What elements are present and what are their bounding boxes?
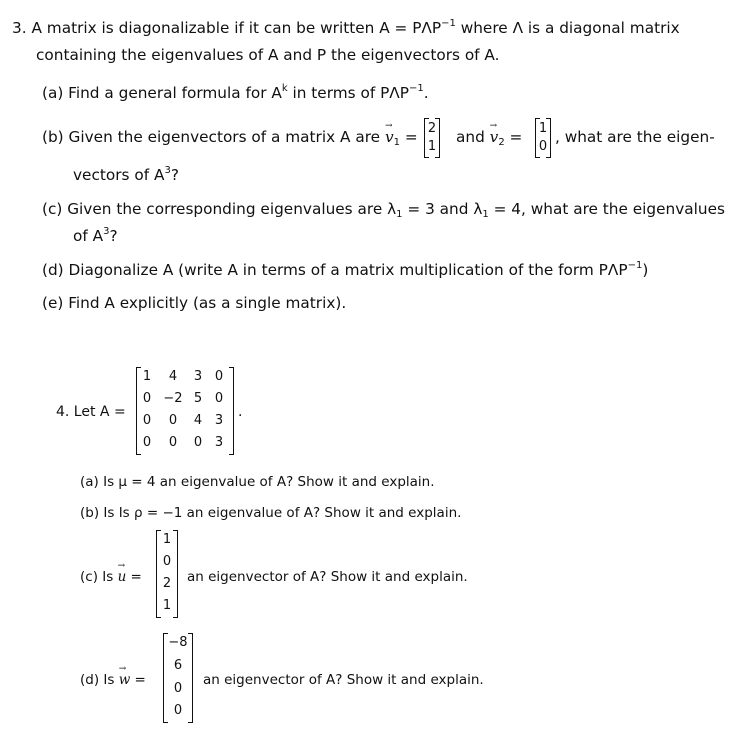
v2-entry: 1 <box>538 121 548 136</box>
matrix-cell: 5 <box>193 391 203 406</box>
inv-sup: −1 <box>408 82 424 94</box>
v2-matrix <box>535 118 551 158</box>
u-symbol: → u <box>118 569 127 586</box>
matrix-cell: 0 <box>214 391 224 406</box>
q4c-lead-text: (c) Is <box>80 569 118 585</box>
v1-entry: 2 <box>427 121 437 136</box>
q3c-line1 <box>42 199 725 222</box>
matrix-period: . <box>238 404 243 420</box>
q4c-tail: an eigenvector of A? Show it and explain. <box>187 569 468 585</box>
q4c-lead <box>80 569 142 586</box>
w-eq: = <box>130 672 146 688</box>
q4b: (b) Is Is ρ = −1 an eigenvalue of A? Show it and explain. <box>80 505 462 521</box>
q4d-lead <box>80 672 146 689</box>
u-eq: = <box>126 569 142 585</box>
q-mark: ? <box>109 227 118 245</box>
w-entry: 0 <box>173 681 183 696</box>
u-entry: 2 <box>162 576 172 591</box>
q3-intro-line2: containing the eigenvalues of A and P the eigenvectors of A. <box>36 46 500 64</box>
u-entry: 1 <box>162 532 172 547</box>
v2-entry: 0 <box>538 139 548 154</box>
matrix-cell: 3 <box>214 413 224 428</box>
v2-eq: = <box>504 128 523 146</box>
q3c-mid: = 3 and λ <box>402 200 483 218</box>
w-entry: −8 <box>168 635 188 650</box>
w-entry: 6 <box>173 658 183 673</box>
q3b-line2 <box>73 165 179 185</box>
q3-number: 3. <box>12 19 27 37</box>
v2-sub: 2 <box>498 137 505 148</box>
q3b-line2-text: vectors of A <box>73 166 165 184</box>
q3-intro-a: A matrix is diagonalizable if it can be written <box>31 19 380 37</box>
q3a-tail: in terms of PΛP <box>287 84 409 102</box>
w-entry: 0 <box>173 703 183 718</box>
matrix-cell: 4 <box>193 413 203 428</box>
q-mark: ? <box>170 166 179 184</box>
inv-sup: −1 <box>441 17 456 29</box>
q3c-line2-text: of A <box>73 227 104 245</box>
q3d-paren: ) <box>642 261 649 279</box>
cube-sup: 3 <box>164 164 171 176</box>
w-vector <box>163 633 193 723</box>
matrix-cell: 4 <box>168 369 178 384</box>
q3d <box>42 260 648 280</box>
v2-symbol: → v <box>490 127 499 147</box>
w-symbol: → w <box>119 672 131 689</box>
q3b-lead <box>42 127 418 150</box>
q4d-tail: an eigenvector of A? Show it and explain. <box>203 672 484 688</box>
q3-intro-eq: A = PΛP <box>379 19 442 37</box>
lambda-sub: 1 <box>396 209 403 220</box>
q4-lead: 4. Let A = <box>56 404 126 420</box>
matrix-cell: 0 <box>168 413 178 428</box>
matrix-cell: 0 <box>214 369 224 384</box>
q3c-end: = 4, what are the eigenvalues <box>488 200 726 218</box>
q3-intro-b: where Λ is a diagonal matrix <box>455 19 680 37</box>
u-entry: 1 <box>162 598 172 613</box>
matrix-A <box>136 367 234 455</box>
matrix-cell: 0 <box>142 435 152 450</box>
matrix-cell: 0 <box>168 435 178 450</box>
q4d-lead-text: (d) Is <box>80 672 119 688</box>
q4a: (a) Is μ = 4 an eigenvalue of A? Show it and explain. <box>80 474 435 490</box>
lambda-sub: 1 <box>482 209 489 220</box>
v1-sub: 1 <box>393 137 400 148</box>
q3b-tail: , what are the eigen- <box>555 128 715 146</box>
u-vector <box>156 530 178 618</box>
q3b-lead-text: (b) Given the eigenvectors of a matrix A are <box>42 128 385 146</box>
v1-symbol: → v <box>385 127 394 147</box>
v1-matrix <box>424 118 440 158</box>
q3-line1 <box>12 18 680 38</box>
q3c-line2 <box>73 226 118 246</box>
k-sup: k <box>281 82 288 94</box>
q3a-text: (a) Find a general formula for A <box>42 84 282 102</box>
cube-sup: 3 <box>103 225 110 237</box>
matrix-cell: 0 <box>142 413 152 428</box>
v1-eq: = <box>399 128 418 146</box>
q3e: (e) Find A explicitly (as a single matrix). <box>42 294 347 312</box>
v1-entry: 1 <box>427 139 437 154</box>
q3c-text: (c) Given the corresponding eigenvalues are λ <box>42 200 397 218</box>
q3a-period: . <box>423 84 429 102</box>
matrix-cell: 0 <box>142 391 152 406</box>
matrix-cell: 0 <box>193 435 203 450</box>
matrix-cell: 3 <box>193 369 203 384</box>
q3b-and: and <box>456 128 490 146</box>
q3b-mid <box>456 127 522 150</box>
matrix-cell: 3 <box>214 435 224 450</box>
matrix-cell: −2 <box>163 391 183 406</box>
u-entry: 0 <box>162 554 172 569</box>
inv-sup: −1 <box>627 259 643 271</box>
q3a <box>42 83 429 103</box>
matrix-cell: 1 <box>142 369 152 384</box>
q3d-text: (d) Diagonalize A (write A in terms of a matrix multiplication of the form PΛP <box>42 261 628 279</box>
